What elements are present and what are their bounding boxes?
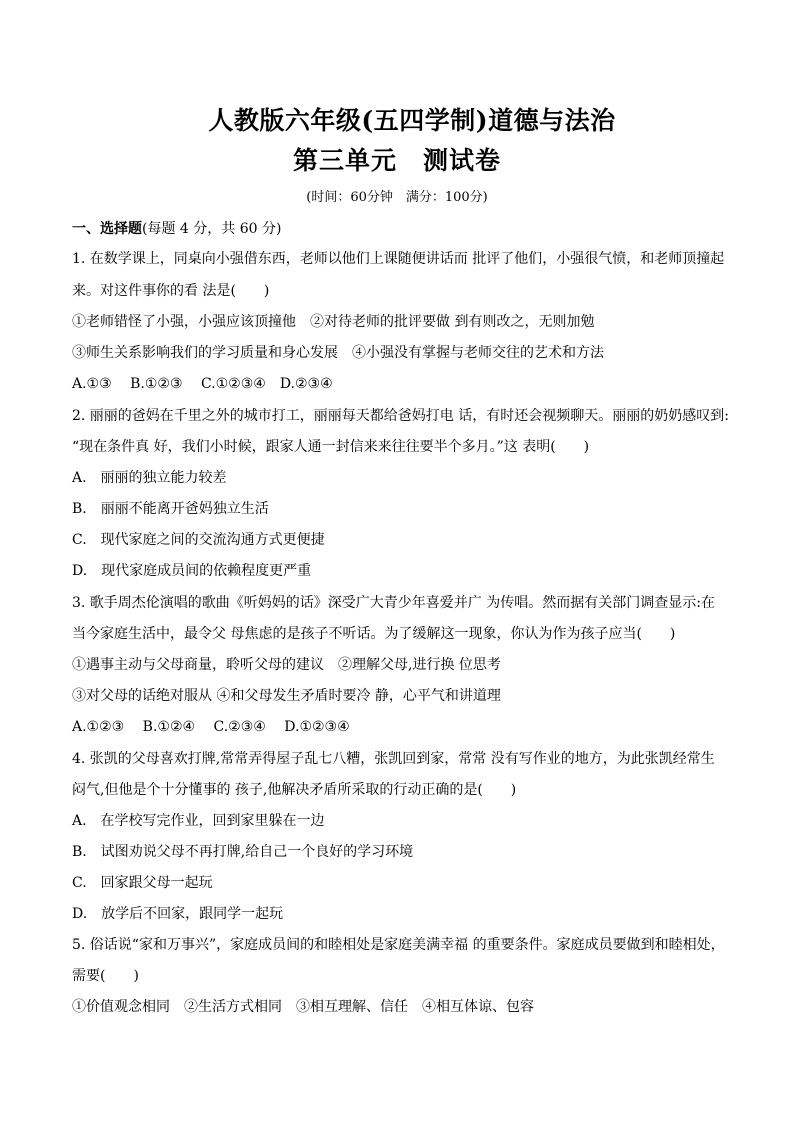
question-4-option-a: A. 在学校写完作业，回到家里躲在一边 (72, 813, 325, 829)
question-2-option-c: C. 现代家庭之间的交流沟通方式更便捷 (72, 532, 325, 548)
question-5-line-1: 5. 俗话说“家和万事兴”，家庭成员间的和睦相处是家庭美满幸福 的重要条件。家庭成员要做到和睦相处， (72, 937, 725, 953)
section-heading (72, 218, 732, 238)
question-3-option-line-1: ①遇事主动与父母商量，聆听父母的建议 ②理解父母,进行换 位思考 (72, 657, 501, 673)
section-title: 一、选择题 (72, 221, 142, 237)
question-4-option-c: C. 回家跟父母一起玩 (72, 875, 213, 891)
question-3-option-line-2: ③对父母的话绝对服从 ④和父母发生矛盾时要冷 静，心平气和讲道理 (72, 688, 501, 704)
question-1-option-line-1: ①老师错怪了小强，小强应该顶撞他 ②对待老师的批评要做 到有则改之，无则加勉 (72, 314, 595, 330)
question-4-line-2: 闷气,但他是个十分懂事的 孩子,他解决矛盾所采取的行动正确的是( ) (72, 782, 517, 798)
question-4-option-b: B. 试图劝说父母不再打牌,给自己一个良好的学习环境 (72, 844, 414, 860)
question-1-line-2: 来。对这件事你的看 法是( ) (72, 283, 270, 299)
question-5-option-line-1: ①价值观念相同 ②生活方式相同 ③相互理解、信任 ④相互体谅、包容 (72, 999, 534, 1015)
document-title: 人教版六年级(五四学制)道德与法治 (208, 106, 616, 135)
question-2-line-2: “现在条件真 好，我们小时候，跟家人通一封信来来往往要半个多月。”这 表明( ) (72, 439, 590, 455)
document-subtitle: 第三单元 测试卷 (292, 146, 501, 175)
section-note: (每题 4 分，共 60 分) (142, 221, 282, 237)
question-4-option-d: D. 放学后不回家，跟同学一起玩 (72, 906, 284, 922)
question-3-line-1: 3. 歌手周杰伦演唱的歌曲《听妈妈的话》深受广大青少年喜爱并广 为传唱。然而据有关部门调查显示:在 (72, 595, 715, 611)
question-4-line-1: 4. 张凯的父母喜欢打牌,常常弄得屋子乱七八糟，张凯回到家，常常 没有写作业的地方，为此张凯经常生 (72, 751, 715, 767)
question-2-line-1: 2. 丽丽的爸妈在千里之外的城市打工，丽丽每天都给爸妈打电 话，有时还会视频聊天。丽丽的奶奶感叹到: (72, 408, 729, 424)
question-3-answers: A.①②③ B.①②④ C.②③④ D.①②③④ (72, 719, 350, 735)
question-5-line-2: 需要( ) (72, 968, 139, 984)
question-2-option-a: A. 丽丽的独立能力较差 (72, 470, 227, 486)
question-2-option-d: D. 现代家庭成员间的依赖程度更严重 (72, 563, 312, 579)
exam-meta: (时间：60分钟 满分：100分) (306, 190, 488, 205)
question-1-line-1: 1. 在数学课上，同桌向小强借东西，老师以他们上课随便讲话而 批评了他们，小强很气愤，和老师顶撞起 (72, 251, 725, 267)
question-1-answers: A.①③ B.①②③ C.①②③④ D.②③④ (72, 376, 333, 392)
question-2-option-b: B. 丽丽不能离开爸妈独立生活 (72, 501, 269, 517)
question-3-line-2: 当今家庭生活中，最令父 母焦虑的是孩子不听话。为了缓解这一现象，你认为作为孩子应当( ) (72, 626, 676, 642)
question-1-option-line-2: ③师生关系影响我们的学习质量和身心发展 ④小强没有掌握与老师交往的艺术和方法 (72, 345, 604, 361)
